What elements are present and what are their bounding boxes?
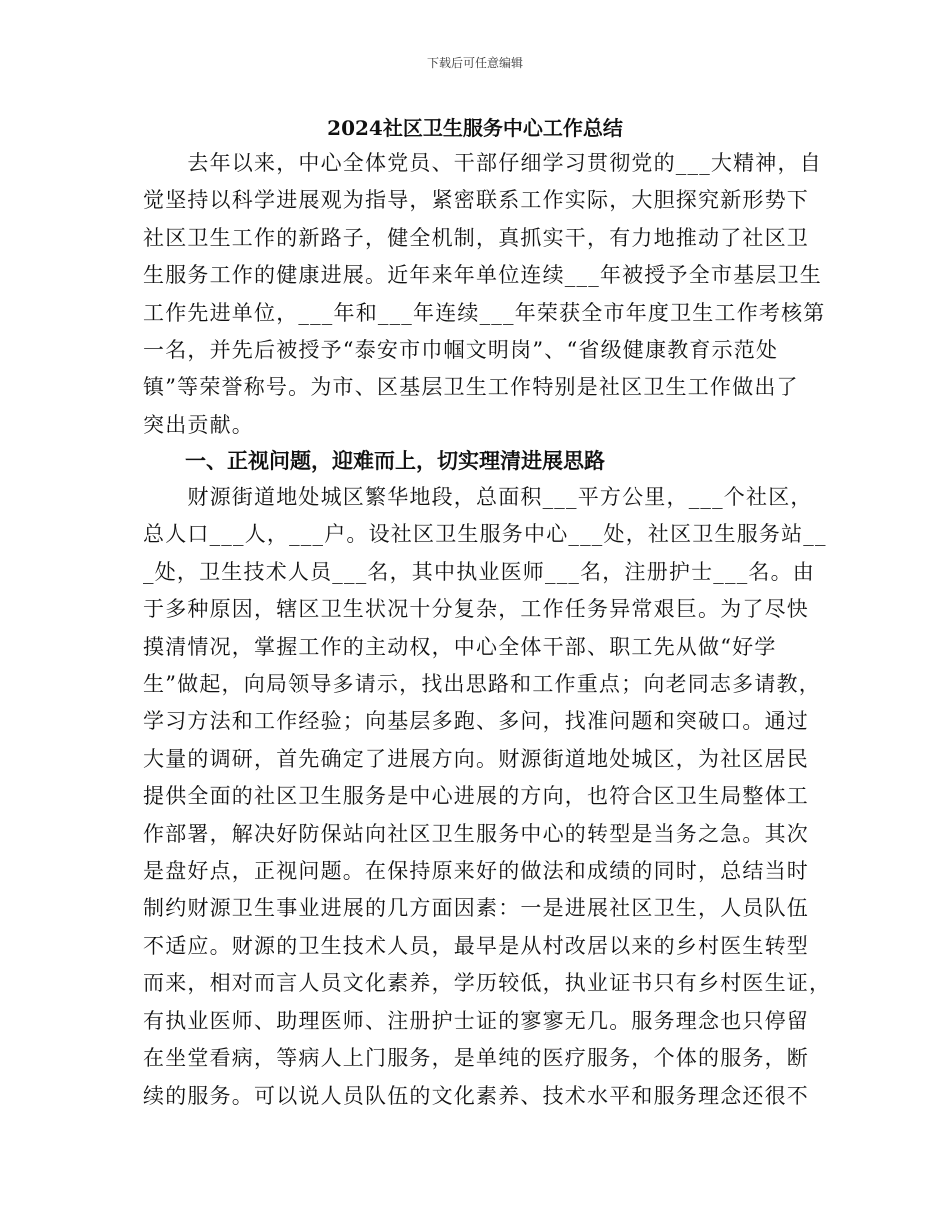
page-header-note: 下载后可任意编辑 (426, 56, 523, 70)
text-line: 提供全面的社区卫生服务是中心进展的方向，也符合区卫生局整体工 (143, 784, 809, 809)
text-line: 镇”等荣誉称号。为市、区基层卫生工作特别是社区卫生工作做出了 (143, 375, 799, 400)
text-line: 工作先进单位，___年和___年连续___年荣获全市年度卫生工作考核第 (143, 300, 826, 325)
text-line: 续的服务。可以说人员队伍的文化素养、技术水平和服务理念还很不 (143, 1083, 809, 1108)
document-title: 2024社区卫生服务中心工作总结 (327, 116, 623, 140)
text-line: 摸清情况，掌握工作的主动权，中心全体干部、职工先从做“好学 (143, 634, 777, 659)
text-line: 突出贡献。 (143, 412, 254, 437)
paragraph-2 (143, 479, 832, 1115)
text-line: 生”做起，向局领导多请示，找出思路和工作重点；向老同志多请教， (143, 672, 821, 697)
text-line: 制约财源卫生事业进展的几方面因素：一是进展社区卫生，人员队伍 (143, 896, 809, 921)
text-line: 是盘好点，正视问题。在保持原来好的做法和成绩的同时，总结当时 (143, 859, 809, 884)
text-line: 觉坚持以科学进展观为指导，紧密联系工作实际，大胆探究新形势下 (143, 188, 809, 213)
text-line: 大量的调研，首先确定了进展方向。财源街道地处城区，为社区居民 (143, 746, 809, 771)
text-line: 去年以来，中心全体党员、干部仔细学习贯彻党的___大精神，自 (143, 151, 822, 175)
text-line: 作部署，解决好防保站向社区卫生服务中心的转型是当务之急。其次 (143, 821, 809, 846)
text-line: 一名，并先后被授予“泰安市巾帼文明岗”、“省级健康教育示范处 (143, 338, 779, 363)
text-line: 有执业医师、助理医师、注册护士证的寥寥无几。服务理念也只停留 (143, 1008, 809, 1033)
text-line: 而来，相对而言人员文化素养，学历较低，执业证书只有乡村医生证， (143, 971, 832, 996)
text-line: 在坐堂看病，等病人上门服务，是单纯的医疗服务，个体的服务，断 (143, 1046, 809, 1071)
text-line: 社区卫生工作的新路子，健全机制，真抓实干，有力地推动了社区卫 (143, 225, 809, 250)
text-line: _处，卫生技术人员___名，其中执业医师___名，注册护士___名。由 (143, 559, 815, 584)
text-line: 于多种原因，辖区卫生状况十分复杂，工作任务异常艰巨。为了尽快 (143, 597, 809, 622)
text-line: 财源街道地处城区繁华地段，总面积___平方公里，___个社区， (143, 485, 813, 509)
section-heading-1: 一、正视问题，迎难而上，切实理清进展思路 (185, 448, 605, 473)
text-line: 生服务工作的健康进展。近年来年单位连续___年被授予全市基层卫生 (143, 263, 822, 288)
text-line: 学习方法和工作经验；向基层多跑、多问，找准问题和突破口。通过 (143, 709, 809, 734)
paragraph-1 (143, 145, 826, 444)
text-line: 总人口___人，___户。设社区卫生服务中心___处，社区卫生服务站__ (143, 522, 827, 547)
text-line: 不适应。财源的卫生技术人员，最早是从村改居以来的乡村医生转型 (143, 933, 809, 958)
